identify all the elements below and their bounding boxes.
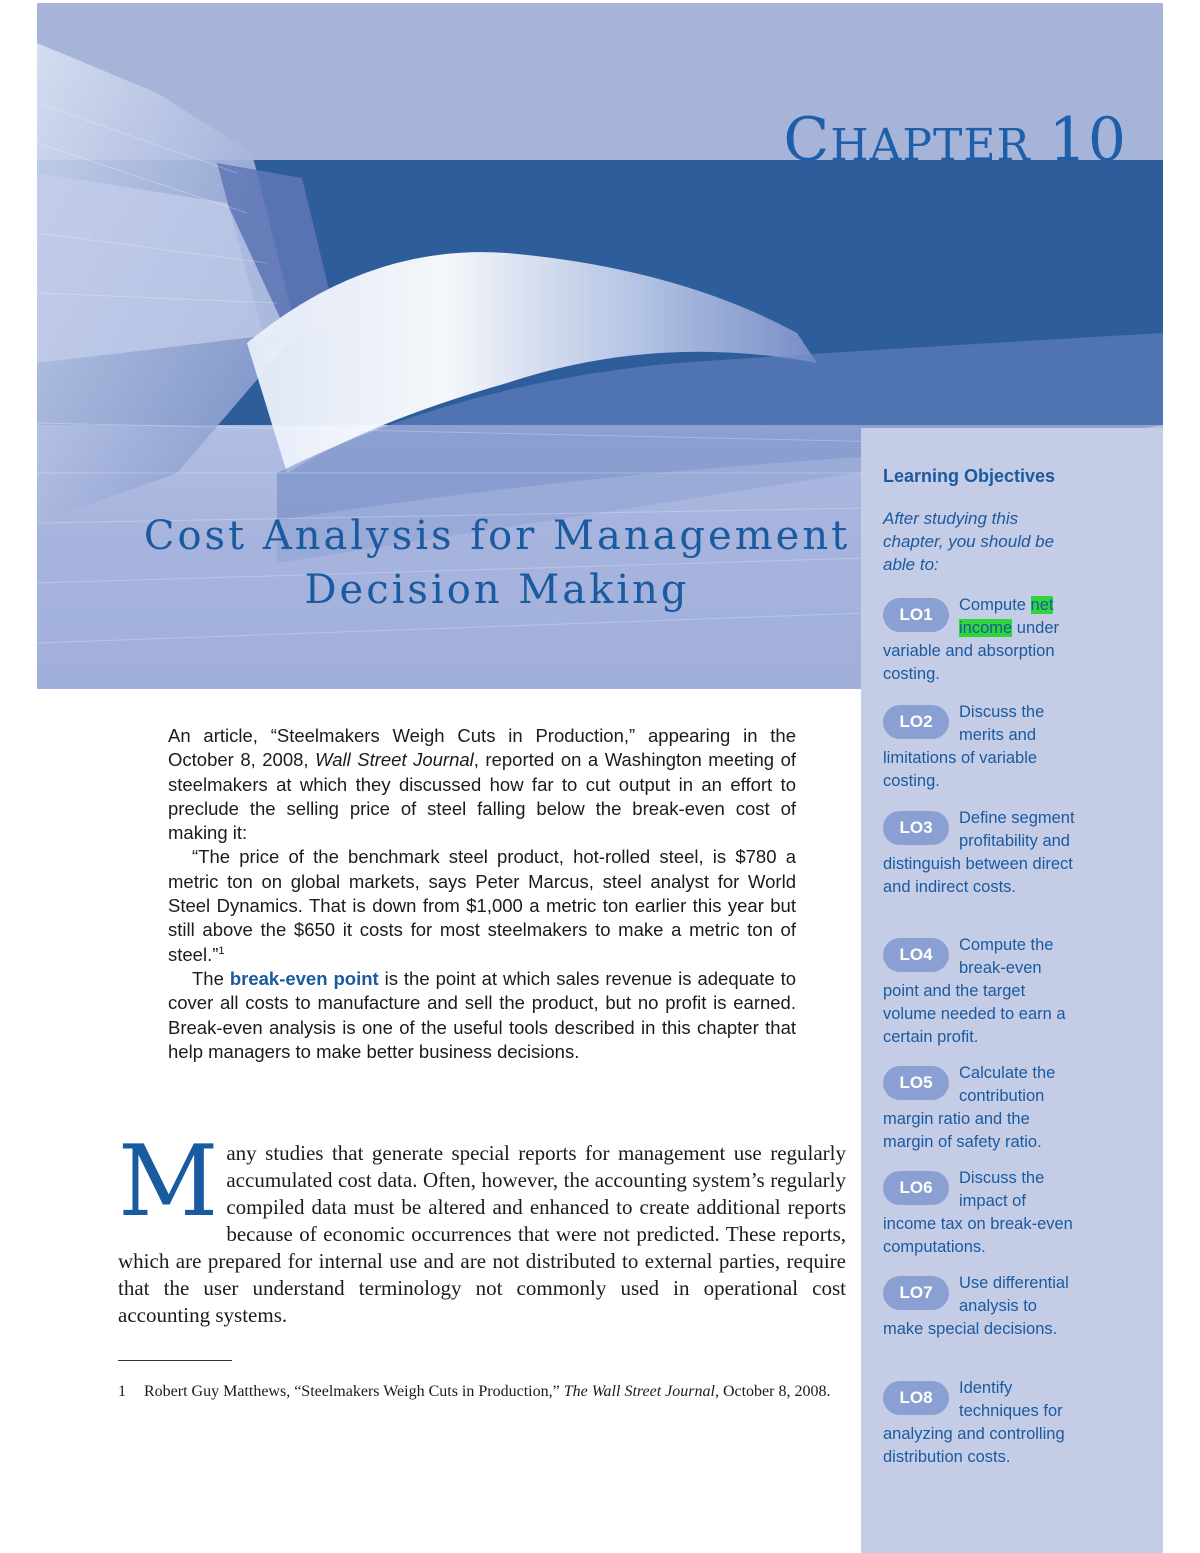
lo-text: Discuss the impact of income tax on break-even computations. [883,1169,1073,1256]
lo-badge: LO5 [883,1066,949,1100]
lo-text-after: under variable and absorption costing. [883,619,1059,683]
learning-objective-6 [883,1167,1079,1259]
chapter-number-heading [37,105,1127,175]
learning-objective-8 [883,1377,1079,1469]
footnote-divider [118,1360,232,1361]
lo-text: Define segment profitability and distinguish between direct and indirect costs. [883,809,1075,896]
lo-text-before: Compute [959,596,1031,614]
key-term-break-even-point: break-even point [229,967,379,989]
learning-objective-5 [883,1062,1079,1154]
chapter-title [97,509,897,617]
intro-p3-text-end: is the point at which sales revenue is adequate to cover all costs to manufacture and sell the product, but no profit is earned. Break-even analysis is one of the useful tools described in this chapter that help managers to make better business decisions. [168,967,796,1062]
footnote [118,1380,848,1403]
chapter-word-rest: HAPTER [830,120,1031,171]
lo-text: Identify techniques for analyzing and controlling distribution costs. [883,1379,1065,1466]
intro-quote-text: “The price of the benchmark steel product, hot-rolled steel, is $780 a metric ton on global markets, says Peter Marcus, steel analyst for World Steel Dynamics. That is down from $1,000 a metric ton earlier this year but still above the $650 it costs for most steelmakers to make a metric ton of steel.” [168,846,796,965]
intro-journal-name: Wall Street Journal [315,749,474,771]
intro-p3-text: The [192,967,230,989]
chapter-body-text [118,1125,846,1329]
lo-badge: LO2 [883,705,949,739]
chapter-number: 10 [1048,105,1127,175]
lo-text: Compute the break-even point and the target volume needed to earn a certain profit. [883,936,1066,1046]
learning-objectives-intro: After studying this chapter, you should be able to: [883,509,1055,574]
lo-badge: LO4 [883,938,949,972]
chapter-opening-vignette [168,724,796,1064]
lo-badge: LO7 [883,1276,949,1310]
lo-badge: LO1 [883,598,949,632]
learning-objective-2 [883,701,1079,793]
lo-text: Use differential analysis to make special decisions. [883,1274,1069,1338]
learning-objective-4 [883,934,1079,1049]
footnote-reference: 1 [218,944,225,957]
lo-badge: LO6 [883,1171,949,1205]
intro-p1-text: An article, “Steelmakers Weigh Cuts in Production,” appearing in the October 8, 2008, [168,725,796,771]
footnote-journal: The Wall Street Journal [563,1383,715,1400]
footnote-text [144,1380,848,1403]
lo-highlighted-term: net income [959,596,1054,637]
lo-badge: LO8 [883,1381,949,1415]
footnote-number: 1 [118,1383,126,1400]
body-paragraph: any studies that generate special reports for management use regularly accumulated cost data. Often, however, the accounting system’s regularly compiled data must be altered and enhanced to create additional reports because of economic occurrences that were not predicted. These reports, which are prepared for internal use and are not distributed to external parties, require that the user understand terminology not commonly used in operational cost accounting systems. [118,1141,846,1327]
intro-paragraph-3 [168,967,796,1064]
chapter-title-line-2: Decision Making [304,567,690,613]
drop-cap: M [118,1125,219,1239]
footnote-citation: Robert Guy Matthews, “Steelmakers Weigh Cuts in Production,” [144,1383,564,1400]
learning-objective-7 [883,1272,1079,1341]
intro-p1-text-end: , reported on a Washington meeting of steelmakers at which they discussed how far to cut output in an effort to preclude the selling price of steel falling below the break-even cost of making it: [168,749,797,844]
lo-text: Calculate the contribution margin ratio and the margin of safety ratio. [883,1064,1056,1151]
learning-objective-1 [883,594,1079,686]
lo-badge: LO3 [883,811,949,845]
learning-objectives-sidebar [861,428,1163,1553]
footnote-date: , October 8, 2008. [714,1383,831,1400]
lo-text: Discuss the merits and limitations of variable costing. [883,703,1045,790]
intro-quote [168,845,796,966]
chapter-word-initial: C [783,105,831,175]
learning-objectives-heading: Learning Objectives [883,466,1056,486]
learning-objective-3 [883,807,1079,899]
chapter-title-line-1: Cost Analysis for Management [143,513,851,559]
intro-paragraph-1 [168,724,796,845]
